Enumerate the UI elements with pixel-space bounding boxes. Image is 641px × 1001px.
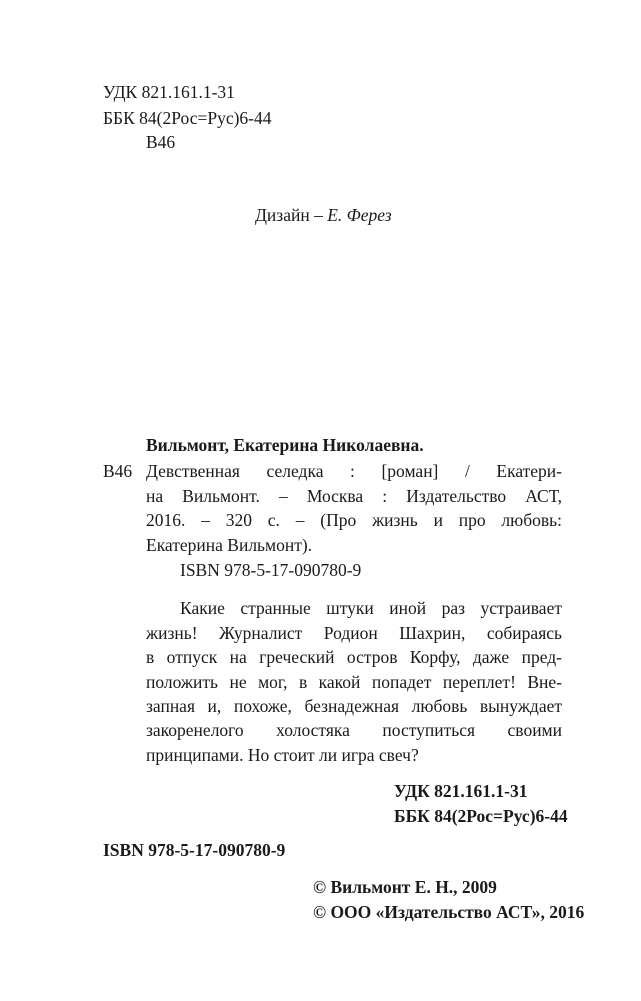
annotation-line: закоренелого холостяка поступиться своими	[146, 720, 562, 740]
annotation-line: положить не мог, в какой попадет переплет! Вне-	[146, 672, 562, 692]
catalog-heading: Вильмонт, Екатерина Николаевна.	[146, 435, 424, 455]
annotation-line: запная и, похоже, безнадежная любовь вынуждает	[146, 696, 562, 716]
bbk-code-top: ББК 84(2Рос=Рус)6-44	[103, 108, 272, 128]
isbn-bottom: ISBN 978-5-17-090780-9	[103, 840, 286, 860]
catalog-line: Екатерина Вильмонт).	[146, 535, 313, 555]
design-credit-label: Дизайн –	[255, 205, 328, 225]
copyright-publisher: © ООО «Издательство АСТ», 2016	[313, 902, 585, 922]
catalog-mark: В46	[103, 461, 133, 481]
udk-code-top: УДК 821.161.1-31	[103, 82, 235, 102]
annotation-line: Какие странные штуки иной раз устраивает	[180, 598, 562, 618]
catalog-isbn: ISBN 978-5-17-090780-9	[180, 560, 362, 580]
design-credit	[255, 205, 392, 225]
annotation-line: жизнь! Журналист Родион Шахрин, собираясь	[146, 623, 562, 643]
catalog-line: на Вильмонт. – Москва : Издательство АСТ,	[146, 486, 562, 506]
catalog-line: 2016. – 320 с. – (Про жизнь и про любовь:	[146, 510, 562, 530]
catalog-line: Девственная селедка : [роман] / Екатери-	[146, 461, 562, 481]
bbk-code-bottom: ББК 84(2Рос=Рус)6-44	[394, 806, 568, 826]
author-mark-top: В46	[146, 132, 176, 152]
annotation-line: в отпуск на греческий остров Корфу, даже пред-	[146, 647, 562, 667]
udk-code-bottom: УДК 821.161.1-31	[394, 781, 528, 801]
copyright-author: © Вильмонт Е. Н., 2009	[313, 877, 497, 897]
annotation-line: принципами. Но стоит ли игра свеч?	[146, 745, 419, 765]
designer-name: Е. Ферез	[327, 205, 392, 225]
